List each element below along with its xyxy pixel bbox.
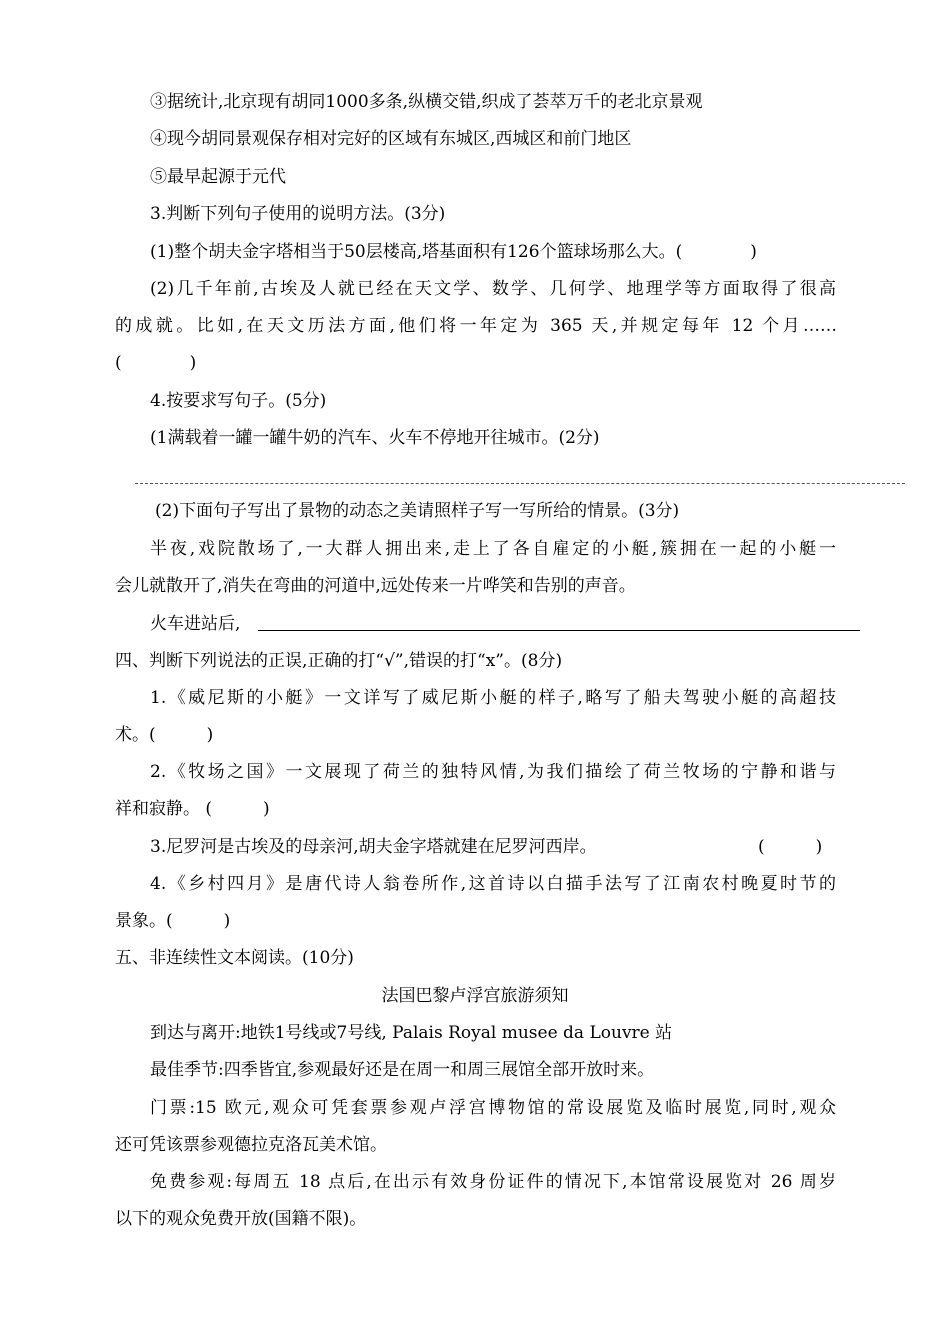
list-item-5: ⑤最早起源于元代	[150, 167, 286, 187]
list-item-3: ③据统计,北京现有胡同1000多条,纵横交错,织成了荟萃万千的老北京景观	[150, 92, 703, 112]
judge-item-3: 3.尼罗河是古埃及的母亲河,胡夫金字塔就建在尼罗河西岸。	[150, 837, 597, 857]
judge-item-4-line-2: 景象。( )	[115, 911, 231, 931]
writing-prompt: 火车进站后,	[150, 614, 241, 634]
question-3-sentence-2-line-2: 的成就。比如,在天文历法方面,他们将一年定为 365 天,并规定每年 12 个月……	[115, 316, 837, 336]
ticket-info-line-1: 门票:15 欧元,观众可凭套票参观卢浮宫博物馆的常设展览及临时展览,同时,观众	[150, 1098, 836, 1118]
judge-item-4-line-1: 4.《乡村四月》是唐代诗人翁卷所作,这首诗以白描手法写了江南农村晚夏时节的	[150, 874, 836, 894]
question-4-sentence-1: (1满载着一罐一罐牛奶的汽车、火车不停地开往城市。(2分)	[150, 428, 600, 448]
question-4-title: 4.按要求写句子。(5分)	[150, 391, 327, 411]
ticket-info-line-2: 还可凭该票参观德拉克洛瓦美术馆。	[115, 1135, 387, 1155]
section-5-heading: 五、非连续性文本阅读。(10分)	[115, 948, 354, 968]
question-3-sentence-1: (1)整个胡夫金字塔相当于50层楼高,塔基面积有126个篮球场那么大。( )	[150, 242, 757, 262]
judge-item-1-line-2: 术。( )	[115, 725, 214, 745]
question-4-sentence-2: (2)下面句子写出了景物的动态之美请照样子写一写所给的情景。(3分)	[155, 501, 680, 521]
answer-blank[interactable]: ( )	[758, 837, 823, 857]
question-3-title: 3.判断下列句子使用的说明方法。(3分)	[150, 204, 446, 224]
answer-line[interactable]	[135, 483, 905, 484]
answer-line[interactable]	[258, 630, 860, 631]
document-title: 法国巴黎卢浮宫旅游须知	[381, 986, 569, 1006]
judge-item-1-line-1: 1.《威尼斯的小艇》一文详写了威尼斯小艇的样子,略写了船夫驾驶小艇的高超技	[150, 688, 836, 708]
arrival-info: 到达与离开:地铁1号线或7号线, Palais Royal musee da Louvre 站	[150, 1023, 673, 1043]
season-info: 最佳季节:四季皆宜,参观最好还是在周一和周三展馆全部开放时来。	[150, 1060, 655, 1080]
section-4-heading: 四、判断下列说法的正误,正确的打“√”,错误的打“x”。(8分)	[115, 651, 563, 671]
question-3-sentence-2-line-1: (2)几千年前,古埃及人就已经在天文学、数学、几何学、地理学等方面取得了很高	[150, 279, 836, 299]
judge-item-2-line-1: 2.《牧场之国》一文展现了荷兰的独特风情,为我们描绘了荷兰牧场的宁静和谐与	[150, 762, 836, 782]
list-item-4: ④现今胡同景观保存相对完好的区域有东城区,西城区和前门地区	[150, 129, 632, 149]
free-visit-line-1: 免费参观:每周五 18 点后,在出示有效身份证件的情况下,本馆常设展览对 26 周岁	[150, 1172, 836, 1192]
example-line-2: 会儿就散开了,消失在弯曲的河道中,远处传来一片哗笑和告别的声音。	[115, 576, 636, 596]
example-line-1: 半夜,戏院散场了,一大群人拥出来,走上了各自雇定的小艇,簇拥在一起的小艇一	[150, 539, 836, 559]
answer-blank[interactable]: ( )	[115, 353, 197, 373]
free-visit-line-2: 以下的观众免费开放(国籍不限)。	[115, 1209, 367, 1229]
judge-item-2-line-2: 祥和寂静。 ( )	[115, 799, 270, 819]
